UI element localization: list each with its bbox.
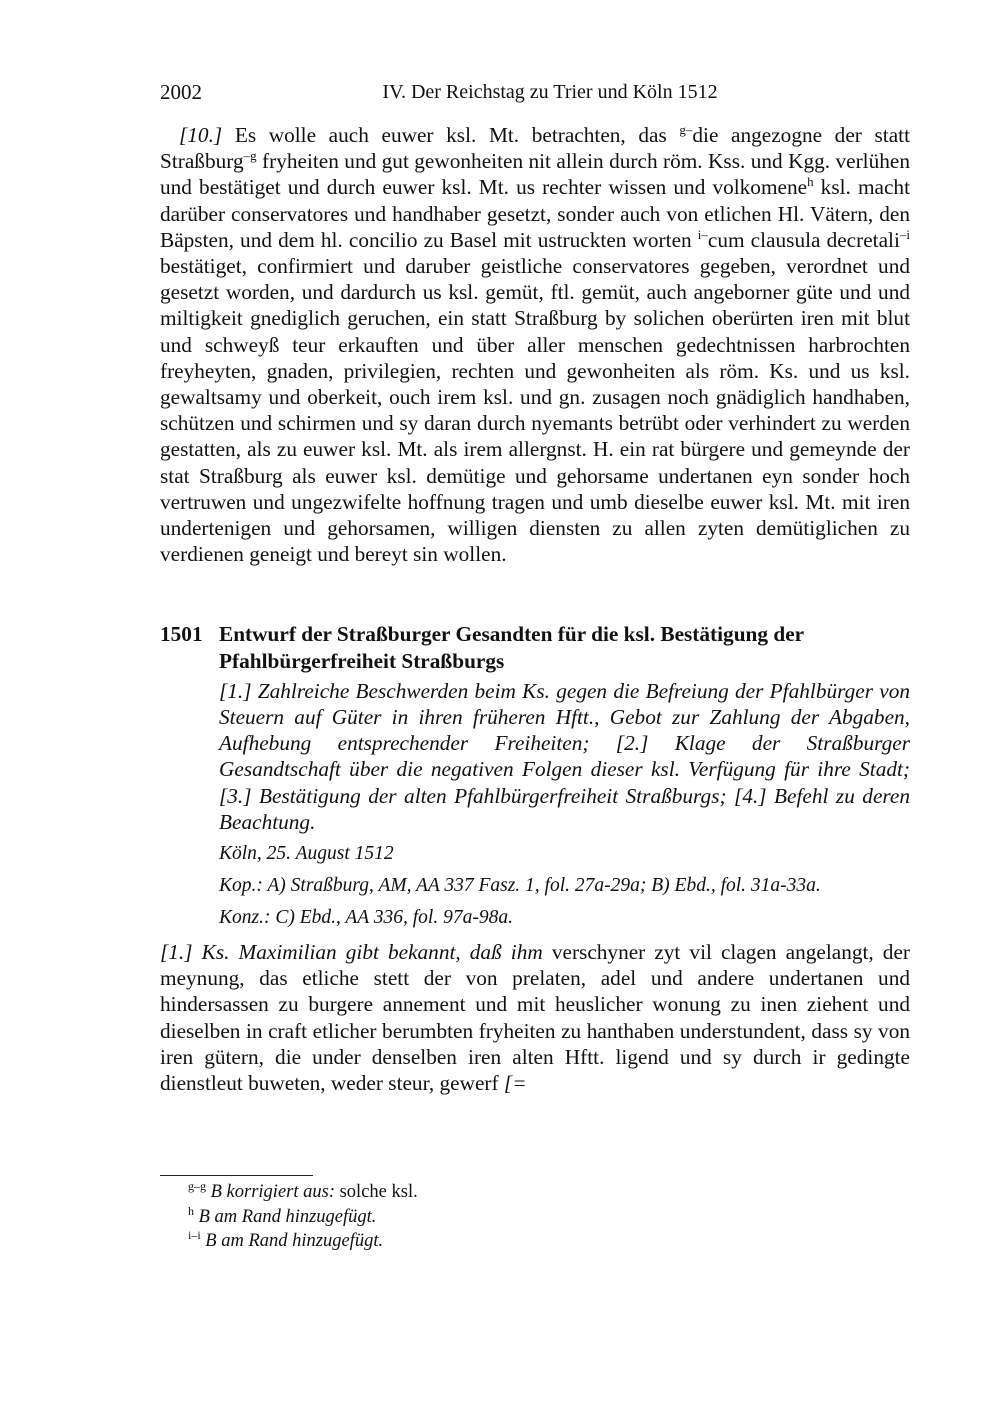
text-run: bestätiget, confirmiert und daruber geistliche conservatores gegeben, verordnet und gesetzt worden, und dardurch us ksl. gemüt, ftl. gemüt, auch angeborner güte und und miltigkeit gnediglich geruchen, ein statt Straßburg by solichen oberürten iren mit blut und schweyß teur erkauften und über aller menschen gedechtnissen harbrochten freyheyten, gnaden, privilegien, rechten und gewonheiten als röm. Ks. und us ksl. gewaltsamy und oberkeit, ouch irem ksl. und gn. zusagen noch gnädiglich handhaben, schützen und schirmen und sy daran durch nyemants betrübt oder verhindert zu werden gestatten, als zu euwer ksl. Mt. als irem allergnst. H. ein rat bürgere und gemeynde der stat Straßburg als euwer ksl. demütige und gehorsame undertanen eyn sonder hoch vertruwen und ungezwifelte hoffnung tragen und umb dieselbe euwer ksl. Mt. mit iren undertenigen und gehorsamen, willigen diensten zu allen zyten demütiglichen zu verdienen geneigt und bereyt sin wollen. <box>160 254 910 567</box>
document-date: Köln, 25. August 1512 <box>219 843 394 865</box>
paragraph-10 <box>160 122 910 567</box>
page-header <box>160 78 910 106</box>
footnote-text: solche ksl. <box>334 1182 418 1202</box>
footnote <box>188 1205 418 1230</box>
running-title: IV. Der Reichstag zu Trier und Köln 1512 <box>382 81 718 103</box>
text-run: [= <box>503 1071 527 1096</box>
page-number: 2002 <box>160 80 202 104</box>
footnote <box>188 1229 418 1254</box>
footnote-mark: h <box>807 174 814 190</box>
text-run: ksl. macht darüber conservatores und handhaber gesetzt, sonder auch von etlichen Hl. Vätern, den Bäpsten, und dem hl. concilio zu Basel mit ustruckten worten <box>160 175 910 252</box>
page <box>160 78 910 1118</box>
footnote-mark: –i <box>899 226 910 242</box>
text-run: fryheiten und gut gewonheiten nit allein durch röm. Kss. und Kgg. verlühen und bestätiget und durch euwer ksl. Mt. us rechter wissen und volkomene <box>160 149 910 200</box>
document-entry <box>160 621 910 931</box>
footnote-mark: g– <box>679 122 693 137</box>
text-run: die angezogne der statt Straßburg <box>160 123 910 174</box>
footnotes <box>188 1180 418 1254</box>
paragraph-intro: [1.] Ks. Maximilian gibt bekannt, daß ihm <box>160 940 543 965</box>
footnote-mark: –g <box>243 148 257 164</box>
document-number: 1501 <box>160 622 203 647</box>
document-heading <box>160 621 910 673</box>
footnote-mark: h <box>188 1203 194 1218</box>
regest: [1.] Zahlreiche Beschwerden beim Ks. gegen die Befreiung der Pfahlbürger von Steuern auf Güter in ihren früheren Hftt., Gebot zur Zahlung der Abgaben, Aufhebung entsprechender Freiheiten; [2.] Klage der Straßburger Gesandtschaft über die negativen Folgen dieser ksl. Verfügung für ihre Stadt; [3.] Bestätigung der alten Pfahlbürgerfreiheit Straßburgs; [4.] Befehl zu deren Beachtung. <box>219 678 910 834</box>
footnote-mark: g–g <box>188 1179 206 1193</box>
text-run: Es wolle auch euwer ksl. Mt. betrachten, das <box>222 123 680 147</box>
footnote-italic: B am Rand hinzugefügt. <box>194 1206 377 1227</box>
footnote-italic: B am Rand hinzugefügt. <box>200 1231 384 1251</box>
footnote-mark: i–i <box>188 1228 201 1242</box>
draft-source: Konz.: C) Ebd., AA 336, fol. 97a-98a. <box>219 907 513 929</box>
text-run: cum clausula decretali <box>707 227 900 252</box>
document-title: Entwurf der Straßburger Gesandten für die ksl. Bestätigung der Pfahlbürgerfreiheit Straßburgs <box>219 622 804 673</box>
paragraph-1 <box>160 939 910 1096</box>
paragraph-number: [10.] <box>179 123 223 147</box>
footnote-mark: i– <box>697 226 708 242</box>
footnote <box>188 1180 418 1205</box>
text-run: verschyner zyt vil clagen angelangt, der meynung, das etliche stett der von prelaten, adel und andere undertanen und hindersassen zu burgere annement und mit heuslicher wonung zu inen ziehent und dieselben in craft etlicher berumbten fryheiten zu hanthaben understundent, dass sy von iren gütern, die under denselben iren alten Hftt. ligend und sy durch ir gedingte dienstleut buweten, weder steur, gewerf <box>160 940 911 1096</box>
footnote-italic: B korrigiert aus: <box>206 1182 335 1202</box>
copy-sources: Kop.: A) Straßburg, AM, AA 337 Fasz. 1, fol. 27a-29a; B) Ebd., fol. 31a-33a. <box>219 875 821 897</box>
footnote-rule <box>160 1175 313 1176</box>
